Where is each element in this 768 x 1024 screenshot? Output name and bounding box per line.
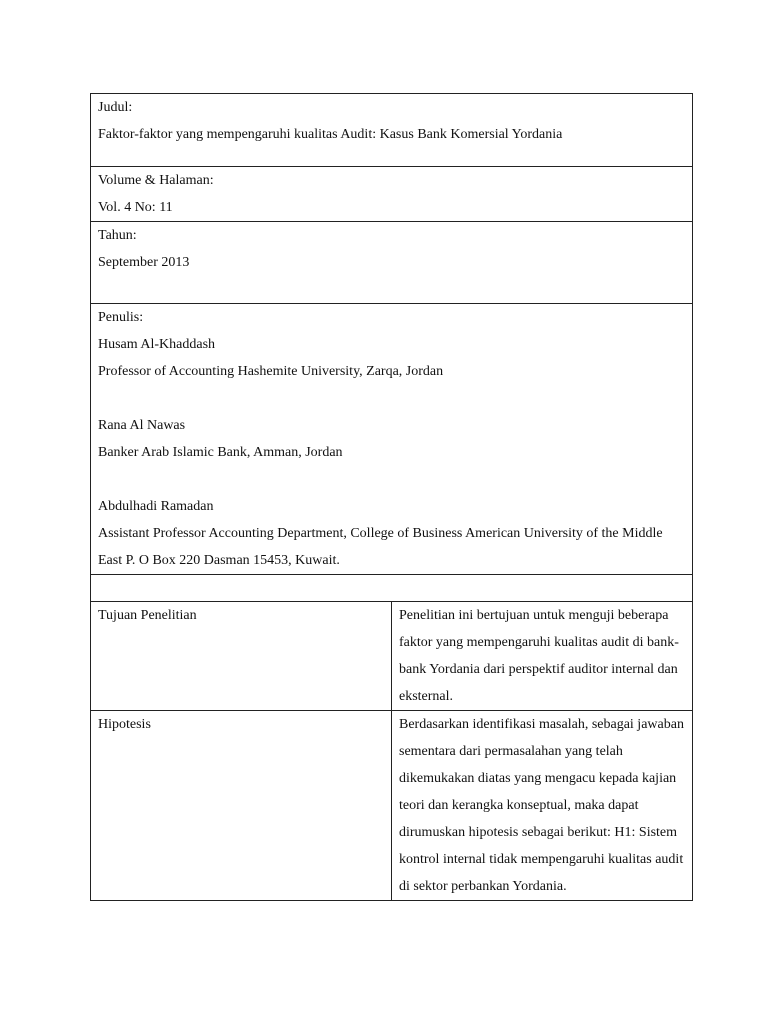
cell-empty [91,575,693,602]
row-volume [91,167,693,222]
judul-label: Judul: [98,100,133,115]
author-affiliation: Assistant Professor Accounting Department, College of Business American University of the Middle East P. O Box 220 Dasman 15453, Kuwait. [98,526,663,568]
author-affiliation: Professor of Accounting Hashemite University, Zarqa, Jordan [98,364,444,379]
row-tahun [91,222,693,304]
author-name: Rana Al Nawas [98,418,186,433]
tahun-label: Tahun: [98,228,137,243]
row-judul [91,94,693,167]
penulis-label: Penulis: [98,310,144,325]
tujuan-label: Tujuan Penelitian [98,608,197,623]
row-hipotesis [91,711,693,901]
author-name: Abdulhadi Ramadan [98,499,214,514]
cell-tahun [91,222,693,304]
tahun-value: September 2013 [98,255,190,270]
spacer [98,385,685,412]
cell-volume [91,167,693,222]
cell-judul [91,94,693,167]
hipotesis-value: Berdasarkan identifikasi masalah, sebagai jawaban sementara dari permasalahan yang telah dikemukakan diatas yang mengacu kepada kajian teori dan kerangka konseptual, maka dapat dirumuskan hipotesis sebagai berikut: [399,717,684,840]
row-penulis [91,304,693,575]
volume-value: Vol. 4 No: 11 [98,200,173,215]
judul-value: Faktor-faktor yang mempengaruhi kualitas Audit: Kasus Bank Komersial Yordania [98,127,563,142]
journal-review-table [90,93,693,901]
author-affiliation: Banker Arab Islamic Bank, Amman, Jordan [98,445,343,460]
hipotesis-value-cell [392,711,693,901]
row-empty [91,575,693,602]
author-name: Husam Al-Khaddash [98,337,216,352]
tujuan-value-cell [392,602,693,711]
hipotesis-label: Hipotesis [98,717,151,732]
row-tujuan [91,602,693,711]
tujuan-value: Penelitian ini bertujuan untuk menguji beberapa faktor yang mempengaruhi kualitas audit di bank-bank Yordania dari perspektif auditor internal dan eksternal. [399,608,679,704]
tujuan-label-cell [91,602,392,711]
volume-label: Volume & Halaman: [98,173,214,188]
hipotesis-label-cell [91,711,392,901]
hipotesis-h1: H1: Sistem kontrol internal tidak mempengaruhi kualitas audit di sektor perbankan Yordania. [399,825,684,894]
spacer [98,466,685,493]
cell-penulis [91,304,693,575]
